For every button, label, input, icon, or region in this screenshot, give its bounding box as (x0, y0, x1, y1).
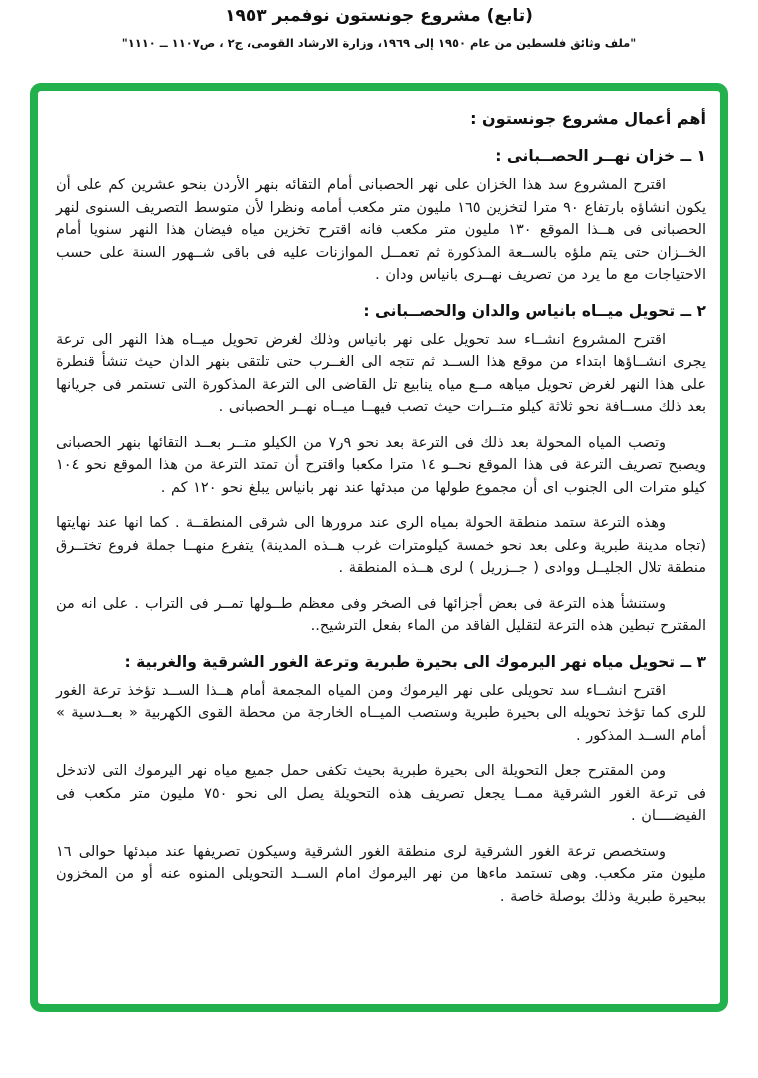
section-3-paragraph: اقترح انشــاء سد تحويلى على نهر اليرموك ومن المياه المجمعة أمام هــذا الســد تؤخذ ترعة الغور للرى كما تؤخذ تحويله الى بحيرة طبرية وستصب الميــاه الخارجة من محطة القوى الكهربية « بعــدسية » أمام الســد المذكور . (56, 682, 706, 744)
page-header (0, 6, 758, 50)
page-title: (تابع) مشروع جونستون نوفمبر ١٩٥٣ (225, 6, 533, 26)
section-2-paragraph: وستنشأ هذه الترعة فى بعض أجزائها فى الصخر وفى معظم طــولها تمــر فى التراب . على انه من المقترح تبطين هذه الترعة لتقليل الفاقد من الماء بفعل الترشيح.. (56, 595, 706, 634)
page-source-citation: "ملف وثائق فلسطين من عام ١٩٥٠ إلى ١٩٦٩، وزارة الارشاد القومى، ج٢ ، ص١١٠٧ ــ ١١١٠" (121, 36, 637, 50)
section-2-paragraph: وهذه الترعة ستمد منطقة الحولة بمياه الرى عند مرورها الى شرقى المنطقــة . كما انها عند نهايتها (تجاه مدينة طبرية وعلى بعد نحو خمسة كيلومترات غرب هــذه المدينة) يتفرع منهــا جملة فروع تختــرق منطقة تلال الجليــل ووادى ( جــزريل ) لرى هــذه المنطقة . (56, 515, 706, 576)
section-3-paragraph: وستخصص ترعة الغور الشرقية لرى منطقة الغور الشرقية وسيكون تصريفها عند مبدئها حوالى ١٦ مليون متر مكعب. وهى تستمد ماءها من نهر اليرموك امام الســد التحويلى المنوه عنه أو من المخزون ببحيرة طبرية وذلك بوصلة خاصة . (56, 843, 706, 905)
section-2-title: ٢ ــ تحويل ميــاه بانياس والدان والحصــبانى : (363, 301, 706, 320)
section-1-paragraph: اقترح المشروع سد هذا الخزان على نهر الحصبانى أمام التقائه بنهر الأردن بنحو عشرين كم على أن يكون انشاؤه بارتفاع ٩٠ مترا لتخزين ١٦٥ مليون متر مكعب أمامه ونظرا لأن متوسط التصريف السنوى لنهر الحصبانى فى هــذا الموقع ١٣٠ مليون متر مكعب فانه اقترح تخزين مياه فيضان هذا النهر سنويا أمام الخــزان حتى يتم ملؤه بالســعة المذكورة ثم تعمــل الموازنات عليه فى باقى شــهور السنة على حسب الاحتياجات مع ما يرد من تصريف نهــرى بانياس ودان . (56, 177, 706, 283)
green-border-frame (30, 83, 728, 1012)
doc-heading: أهم أعمال مشروع جونستون : (470, 109, 706, 128)
section-2-paragraph: وتصب المياه المحولة بعد ذلك فى الترعة بعد نحو ٩ر٧ من الكيلو متــر بعــد التقائها بنهر الحصبانى ويصبح تصريف الترعة فى هذا الموقع نحــو ١٤ مترا مكعبا واقترح أن تمتد الترعة من هذا الموقع نحو ١٠٤ كيلو مترات الى الجنوب اى أن مجموع طولها من مبدئها عند نهر بانياس يبلغ نحو ١٢٠ كم . (56, 434, 706, 496)
section-1-title: ١ ــ خزان نهــر الحصــبانى : (495, 147, 706, 165)
section-2-paragraph: اقترح المشروع انشــاء سد تحويل على نهر بانياس وذلك لغرض تحويل ميــاه هذا النهر الى ترعة يجرى انشــاؤها ابتداء من موقع هذا الســد ثم تتجه الى الغــرب حتى تلتقى بنهر الدان حيث تنشأ قنطرة على هذا النهر لغرض تحويل مياهه مــع مياه ينابيع تل القاضى الى الترعة المذكورة التى تستمر فى جريانها بعد ذلك مســافة نحو ثلاثة كيلو متــرات حيث تصب فيهــا ميــاه نهــر الحصبانى . (56, 331, 706, 415)
document-body (56, 109, 706, 908)
section-3-paragraph: ومن المقترح جعل التحويلة الى بحيرة طبرية بحيث تكفى حمل جميع مياه نهر اليرموك التى لاتدخل فى ترعة الغور الشرقية ممــا يجعل تصريف هذه التحويلة يصل الى نحو ٧٥٠ مليون متر مكعب فى الفيضــــان . (56, 763, 706, 824)
section-3-title: ٣ ــ تحويل مياه نهر اليرموك الى بحيرة طبرية وترعة الغور الشرقية والغربية : (124, 652, 706, 671)
